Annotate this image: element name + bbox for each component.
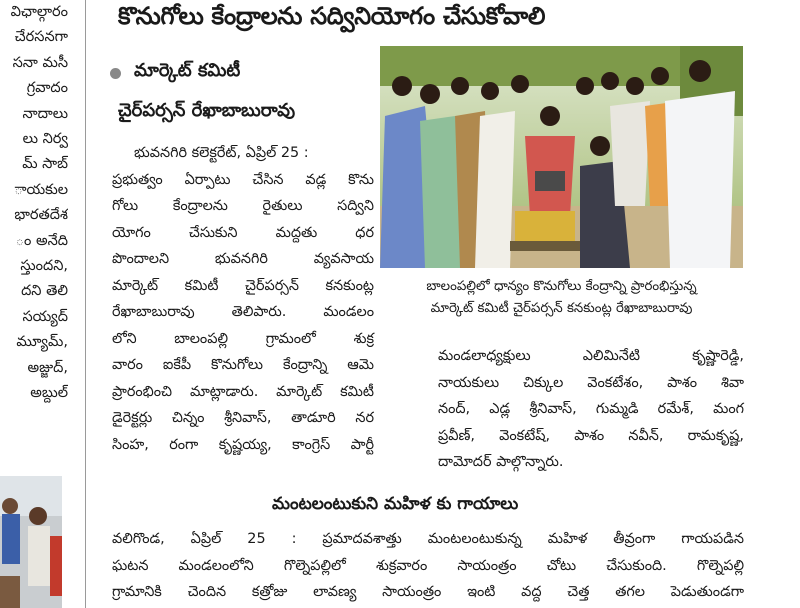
- body-line: భువనగిరి కలెక్టరేట్, ఏప్రిల్ 25 :: [134, 145, 309, 161]
- left-line: భారతదేశ: [14, 207, 68, 224]
- article-body: [112, 140, 374, 458]
- body-line: పొందాలని భువనగిరి వ్యవసాయ: [112, 251, 374, 267]
- body-line: నాయకులు చిక్కుల వెంకటేశం, పాశం శివా: [438, 374, 744, 391]
- bullet-icon: [110, 68, 121, 79]
- left-column-fragment: [0, 0, 68, 475]
- photo-caption: [380, 276, 743, 320]
- body-line: గ్రామానికి చెందిన కత్రోజు లావణ్య సాయంత్రం ఇంటి వద్ద చెత్త తగల పెడుతుండగా: [112, 584, 744, 600]
- body-line: ప్రవీణ్, వెంకటేష్, పాశం నవీన్, రామకృష్ణ,: [438, 427, 744, 444]
- news-photo: [380, 46, 743, 268]
- body-line: వలిగొండ, ఏప్రిల్ 25 : ప్రమాదవశాత్తు మంటలంటుకున్న మహిళ తీవ్రంగా గాయపడిన: [112, 531, 744, 547]
- body-line: మండలాధ్యక్షులు ఎలిమినేటి కృష్ణారెడ్డి,: [438, 348, 744, 364]
- body-line: ప్రారంభించి మాట్లాడారు. మార్కెట్ కమిటీ: [112, 383, 374, 400]
- body-line: దామోదర్ పాల్గొన్నారు.: [438, 454, 564, 470]
- body-line: డైరెక్టర్లు చిన్నం శ్రీనివాస్, తాడూరి నర: [112, 410, 374, 426]
- left-photo-fragment: [0, 476, 62, 608]
- article-subheading: మార్కెట్ కమిటీ: [134, 60, 241, 81]
- left-line: లు నిర్వ: [22, 131, 68, 148]
- body-line: లోని బాలంపల్లి గ్రామంలో శుక్ర: [112, 330, 374, 347]
- left-line: గ్రవాదం: [26, 80, 68, 97]
- left-line: సయ్యద్: [22, 308, 68, 325]
- article-headline: కొనుగోలు కేంద్రాలను సద్వినియోగం చేసుకోవాలి: [118, 2, 546, 30]
- left-line: అబ్దుల్: [30, 385, 68, 402]
- left-line: అజ్జుద్,: [27, 359, 68, 376]
- body-line: రేఖాబాబురావు తెలిపారు. మండలం: [112, 304, 374, 320]
- left-line: సనా మసీ: [12, 54, 68, 71]
- left-line: మ్యూమ్,: [16, 334, 68, 351]
- body-line: యోగం చేసుకుని మద్దతు ధర: [112, 224, 374, 241]
- body-line: మార్కెట్ కమిటీ చైర్‌పర్సన్ కనకుంట్ల: [112, 277, 374, 294]
- article-body-continued: [438, 343, 744, 476]
- body-line: గోలు కేంద్రాలను రైతులు సద్విని: [112, 198, 374, 214]
- article2-headline: మంటలంటుకుని మహిళ కు గాయాలు: [272, 494, 519, 514]
- caption-line: మార్కెట్ కమిటీ చైర్‌పర్సన్ కనకుంట్ల రేఖాబాబురావు: [430, 301, 693, 316]
- left-line: ాయకుల: [14, 181, 68, 198]
- left-line: దని తెలి: [21, 283, 68, 300]
- body-line: నంద్, ఎడ్ల శ్రీనివాస్, గుమ్మడి రమేశ్, మంగ: [438, 401, 744, 417]
- body-line: సింహ, రంగా కృష్ణయ్య, కాంగ్రెస్ పార్టీ: [112, 436, 374, 453]
- article2-body: [112, 526, 744, 606]
- left-line: స్తుందని,: [20, 258, 68, 275]
- body-line: వారం ఐకేపీ కొనుగోలు కేంద్రాన్ని ఆమె: [112, 357, 374, 373]
- left-line: మ్ సాబ్: [22, 156, 68, 173]
- left-line: ం అనేది: [15, 232, 68, 249]
- caption-line: బాలంపల్లిలో ధాన్యం కొనుగోలు కేంద్రాన్ని ప్రారంభిస్తున్న: [426, 279, 697, 294]
- body-line: ప్రభుత్వం ఏర్పాటు చేసిన వడ్ల కొను: [112, 171, 374, 188]
- column-divider: [85, 0, 86, 608]
- left-line: చేరసనగా: [14, 29, 68, 46]
- body-line: ఘటన మండలంలోని గొల్నెపల్లిలో శుక్రవారం సాయంత్రం చోటు చేసుకుంది. గొల్నెపల్లి: [112, 557, 744, 574]
- article-subheading: చైర్‌పర్సన్ రేఖాబాబురావు: [118, 100, 296, 121]
- left-line: విఛాల్గారం: [10, 4, 68, 20]
- left-line: నాదాలు: [22, 105, 68, 122]
